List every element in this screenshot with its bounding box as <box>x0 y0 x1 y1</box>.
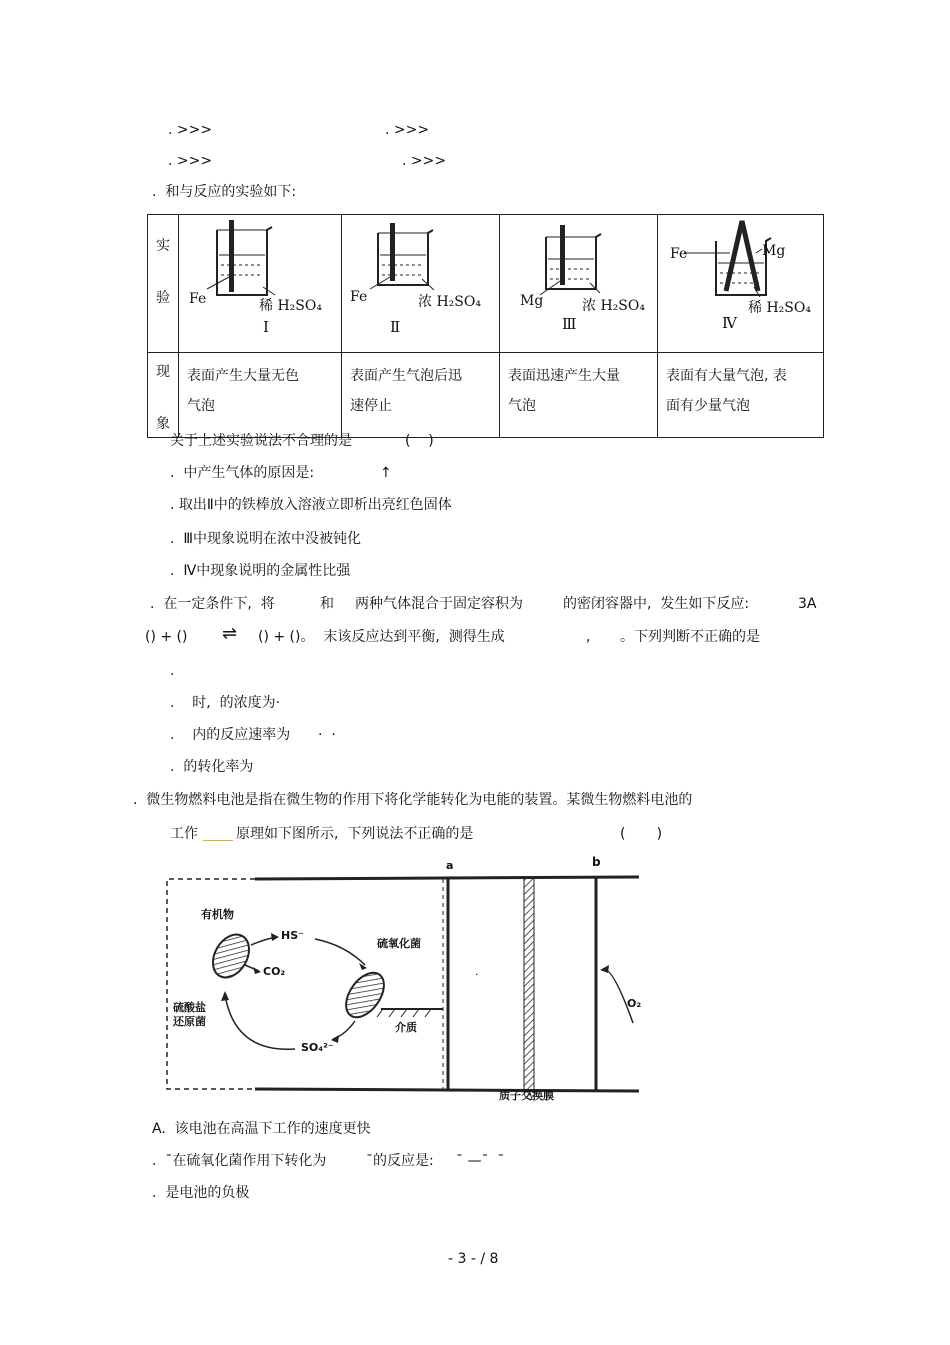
figure-cell <box>342 215 500 353</box>
option-a: A. 该电池在高温下工作的速度更快 <box>152 1121 371 1137</box>
sulfur-oxidizer-label: 硫氧化菌 <box>377 937 421 950</box>
question-stem: 工作 <box>170 826 198 842</box>
figure-label: Mg <box>520 293 544 309</box>
option-line: . >>> <box>402 153 447 169</box>
option-b: . 时, 的浓度为· <box>170 695 281 711</box>
equation: , <box>586 629 591 645</box>
answer-paren: ( ) <box>405 433 434 449</box>
beaker-icon <box>342 215 500 352</box>
option-b: ¯ —¯ ¯ <box>456 1153 505 1169</box>
hs-label: HS⁻ <box>281 929 304 942</box>
question-stem: 关于上述实验说法不合理的是 <box>170 433 352 449</box>
fuel-cell-schematic <box>155 853 645 1103</box>
equation: () + () <box>145 629 188 645</box>
question-intro: . 和与反应的实验如下: <box>152 184 297 200</box>
option-b: ¯的反应是: <box>366 1153 434 1169</box>
sulfate-reducer-label: 硫酸盐 <box>173 1001 206 1014</box>
figure-label: Fe <box>350 289 368 305</box>
option-c: . 是电池的负极 <box>152 1185 250 1201</box>
figure-label: Fe <box>670 246 688 262</box>
question-stem: . 微生物燃料电池是指在微生物的作用下将化学能转化为电能的装置。某微生物燃料电池的 <box>133 792 693 808</box>
diagram-dot: . <box>475 965 479 978</box>
figure-numeral: Ⅰ <box>263 318 269 336</box>
figure-numeral: Ⅳ <box>722 314 737 332</box>
answer-paren: ( ) <box>620 826 663 842</box>
option-c-dots: · · <box>318 727 336 743</box>
figure-label: 浓 H₂SO₄ <box>582 298 645 314</box>
figure-numeral: Ⅲ <box>562 315 577 333</box>
underline-mark <box>203 840 233 841</box>
so4-label: SO₄²⁻ <box>301 1041 334 1054</box>
page-number: - 3 - / 8 <box>448 1251 499 1267</box>
beaker-icon <box>179 215 341 352</box>
sulfate-reducer-label: 还原菌 <box>173 1015 206 1028</box>
option-a: . <box>170 663 175 679</box>
organic-label: 有机物 <box>201 908 234 921</box>
figure-label: Mg <box>762 243 786 259</box>
experiment-table <box>147 214 824 438</box>
equilibrium-arrow-icon: ⇌ <box>222 623 238 644</box>
option-c: . Ⅲ中现象说明在浓中没被钝化 <box>170 531 362 547</box>
question-stem: 和 <box>320 596 334 612</box>
figure-label: 稀 H₂SO₄ <box>748 300 811 316</box>
co2-label: CO₂ <box>263 965 286 978</box>
up-arrow-icon: ↑ <box>380 465 392 481</box>
figure-cell <box>658 215 824 353</box>
phenomenon-cell: 表面迅速产生大量 气泡 <box>500 353 658 438</box>
phenomenon-cell: 表面产生大量无色 气泡 <box>179 353 342 438</box>
beaker-icon <box>658 215 824 352</box>
figure-label: 浓 H₂SO₄ <box>418 294 481 310</box>
figure-cell <box>179 215 342 353</box>
figure-numeral: Ⅱ <box>390 318 401 336</box>
question-stem: 两种气体混合于固定容积为 <box>355 596 523 612</box>
question-stem: 3A <box>798 596 817 612</box>
figure-label: 稀 H₂SO₄ <box>259 298 322 314</box>
equation: 。下列判断不正确的是 <box>620 629 760 645</box>
figure-label: Fe <box>189 291 207 307</box>
beaker-icon <box>500 215 658 352</box>
option-line: . >>> <box>385 122 430 138</box>
row-header-experiment: 实 验 <box>148 215 179 353</box>
option-line: . >>> <box>168 122 213 138</box>
option-c: . 内的反应速率为 <box>170 727 291 743</box>
question-stem: 原理如下图所示, 下列说法不正确的是 <box>236 826 474 842</box>
option-b: . ¯在硫氧化菌作用下转化为 <box>152 1153 327 1169</box>
question-stem: . 在一定条件下, 将 <box>150 596 275 612</box>
option-d: . 的转化率为 <box>170 759 254 775</box>
figure-cell <box>500 215 658 353</box>
electrode-b-label: b <box>592 855 601 869</box>
membrane-label: 质子交换膜 <box>499 1089 554 1102</box>
option-a: . 中产生气体的原因是: <box>170 465 315 481</box>
o2-label: O₂ <box>627 997 642 1010</box>
fuel-cell-diagram <box>155 853 645 1103</box>
phenomenon-cell: 表面产生气泡后迅 速停止 <box>342 353 500 438</box>
option-line: . >>> <box>168 153 213 169</box>
option-b: . 取出Ⅱ中的铁棒放入溶液立即析出亮红色固体 <box>170 497 452 513</box>
row-header-phenomenon: 现 象 <box>148 353 179 438</box>
question-stem: 的密闭容器中, 发生如下反应: <box>563 596 750 612</box>
equation: () + ()。 末该反应达到平衡, 测得生成 <box>258 629 505 645</box>
phenomenon-cell: 表面有大量气泡, 表 面有少量气泡 <box>658 353 824 438</box>
medium-label: 介质 <box>395 1021 417 1034</box>
electrode-a-label: a <box>446 859 454 872</box>
option-d: . Ⅳ中现象说明的金属性比强 <box>170 563 351 579</box>
